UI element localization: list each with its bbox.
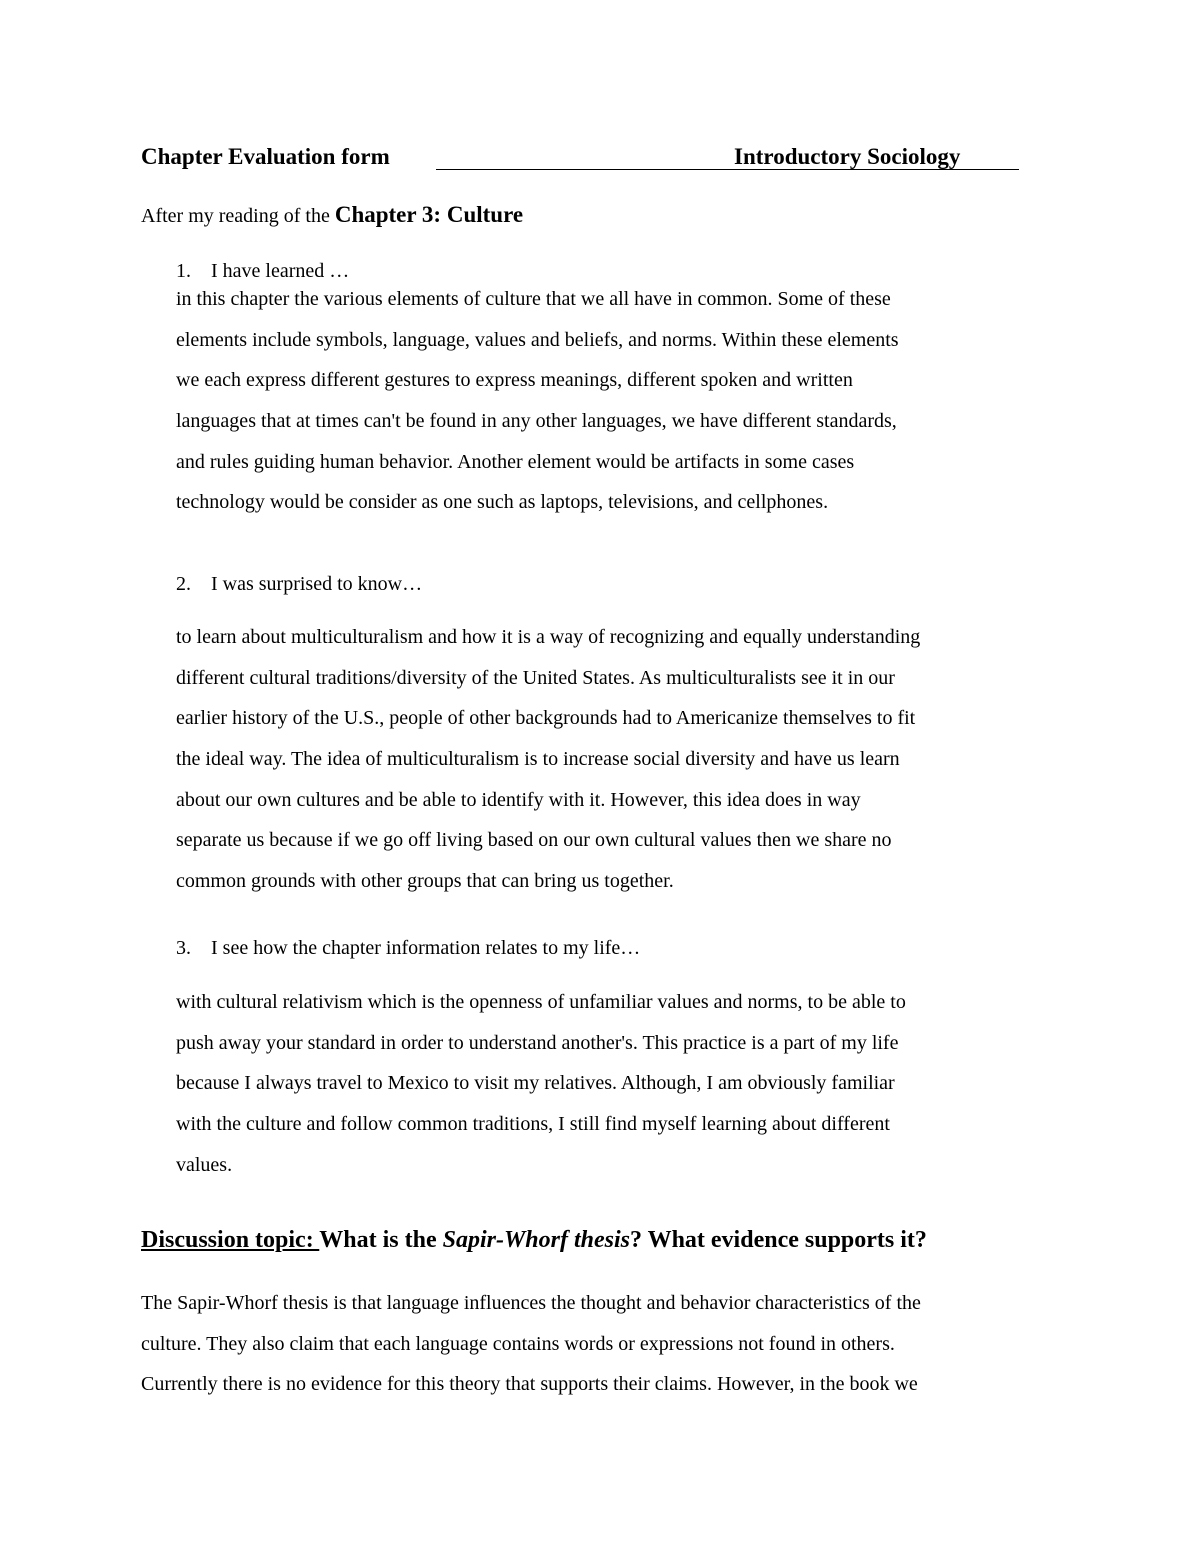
answer-line: technology would be consider as one such as laptops, televisions, and cellphones. xyxy=(176,491,829,514)
chapter-title: Chapter 3: Culture xyxy=(334,202,524,227)
answer-line: The Sapir-Whorf thesis is that language influences the thought and behavior characteristics of the xyxy=(141,1292,921,1314)
answer-line: languages that at times can't be found in any other languages, we have different standards, xyxy=(176,410,897,433)
intro-line xyxy=(141,200,523,231)
question-2-prompt xyxy=(176,571,576,597)
discussion-question-start: What is the xyxy=(319,1227,443,1253)
answer-line: in this chapter the various elements of culture that we all have in common. Some of these xyxy=(176,288,891,310)
question-3-prompt xyxy=(176,935,776,961)
answer-line: different cultural traditions/diversity of the United States. As multiculturalists see it in our xyxy=(176,666,895,689)
question-3-answer xyxy=(176,982,906,1185)
answer-line: to learn about multiculturalism and how it is a way of recognizing and equally understanding xyxy=(176,626,921,648)
answer-line: culture. They also claim that each language contains words or expressions not found in others. xyxy=(141,1332,895,1355)
answer-line: with cultural relativism which is the openness of unfamiliar values and norms, to be able to xyxy=(176,991,906,1013)
question-3-number: 3. xyxy=(176,937,191,959)
answer-line: we each express different gestures to express meanings, different spoken and written xyxy=(176,369,853,392)
discussion-answer xyxy=(141,1283,921,1405)
answer-line: push away your standard in order to understand another's. This practice is a part of my life xyxy=(176,1031,899,1054)
answer-line: because I always travel to Mexico to visit my relatives. Although, I am obviously familiar xyxy=(176,1072,895,1095)
answer-line: about our own cultures and be able to identify with it. However, this idea does in way xyxy=(176,788,861,811)
answer-line: the ideal way. The idea of multiculturalism is to increase social diversity and have us learn xyxy=(176,748,900,771)
answer-line: common grounds with other groups that can bring us together. xyxy=(176,870,674,893)
answer-line: Currently there is no evidence for this theory that supports their claims. However, in the book we xyxy=(141,1373,918,1396)
discussion-question-term: Sapir-Whorf thesis xyxy=(442,1227,630,1253)
intro-prefix: After my reading of the xyxy=(141,205,335,227)
answer-line: elements include symbols, language, values and beliefs, and norms. Within these elements xyxy=(176,328,899,351)
question-1-number: 1. xyxy=(176,260,191,282)
question-2-text: I was surprised to know… xyxy=(211,573,423,595)
answer-line: with the culture and follow common traditions, I still find myself learning about different xyxy=(176,1113,890,1136)
discussion-question-end: ? What evidence supports it? xyxy=(630,1227,927,1253)
question-1-text: I have learned … xyxy=(211,260,350,282)
question-2-number: 2. xyxy=(176,573,191,595)
answer-line: values. xyxy=(176,1153,233,1176)
course-name: Introductory Sociology xyxy=(734,144,961,169)
question-2-answer xyxy=(176,617,920,902)
question-3-text: I see how the chapter information relates to my life… xyxy=(211,937,641,959)
form-title: Chapter Evaluation form xyxy=(141,144,390,169)
discussion-heading xyxy=(141,1223,927,1257)
discussion-label: Discussion topic: xyxy=(141,1227,320,1253)
answer-line: and rules guiding human behavior. Another element would be artifacts in some cases xyxy=(176,450,855,473)
answer-line: separate us because if we go off living based on our own cultural values then we share no xyxy=(176,829,892,852)
answer-line: earlier history of the U.S., people of other backgrounds had to Americanize themselves to fit xyxy=(176,707,916,730)
form-header xyxy=(141,142,1019,172)
question-1-answer xyxy=(176,279,899,523)
